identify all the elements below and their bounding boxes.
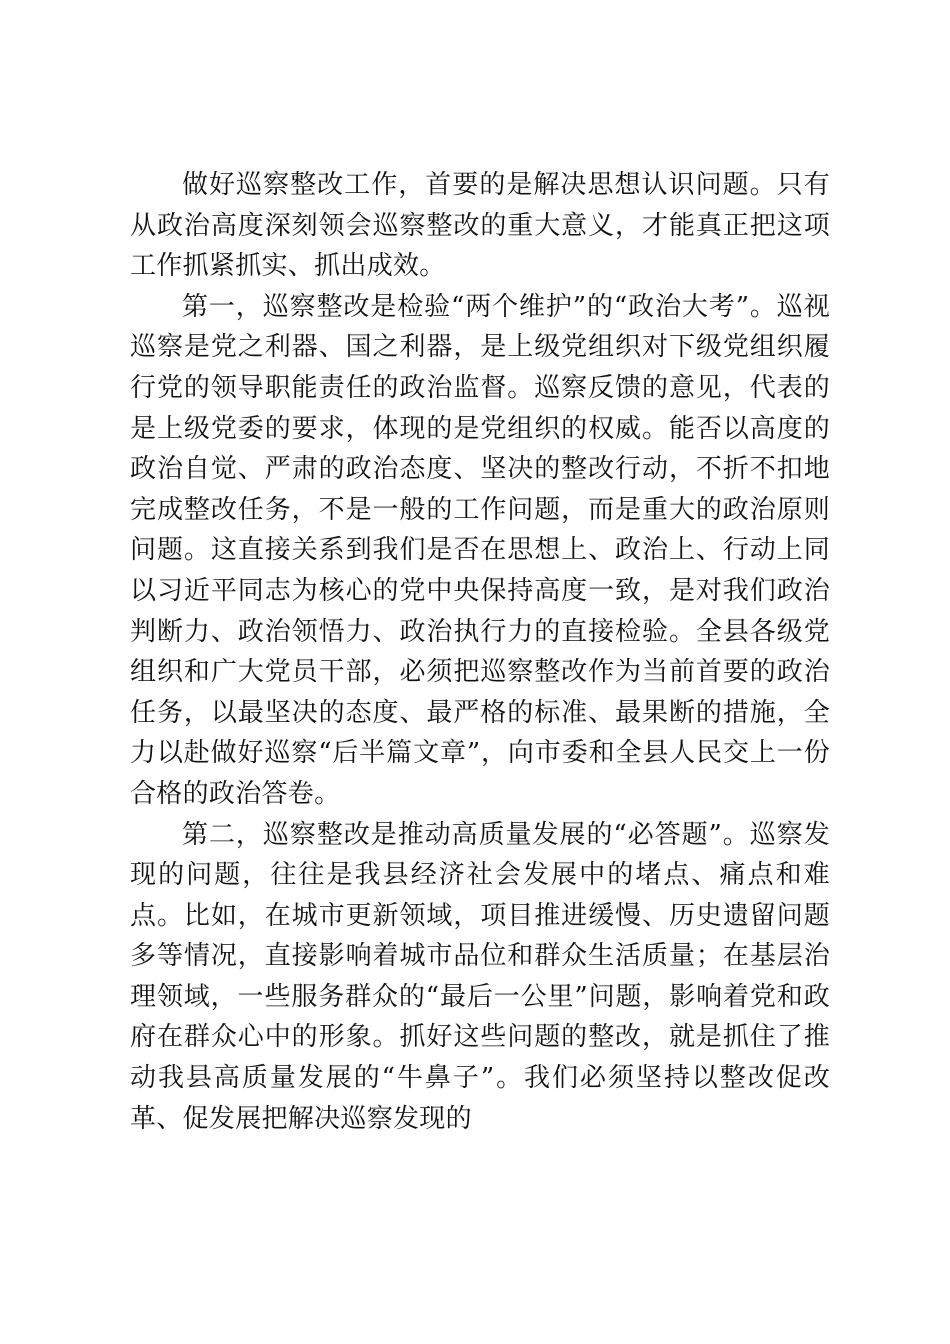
paragraph-second-point: 第二，巡察整改是推动高质量发展的“必答题”。巡察发现的问题，往往是我县经济社会发展中的堵点、痛点和难点。比如，在城市更新领域，项目推进缓慢、历史遗留问题多等情况，直接影响着城市品位和群众生活质量；在基层治理领域，一些服务群众的“最后一公里”问题，影响着党和政府在群众心中的形象。抓好这些问题的整改，就是抓住了推动我县高质量发展的“牛鼻子”。我们必须坚持以整改促改革、促发展把解决巡察发现的	[130, 819, 830, 1134]
paragraph-first-point: 第一，巡察整改是检验“两个维护”的“政治大考”。巡视巡察是党之利器、国之利器，是上级党组织对下级党组织履行党的领导职能责任的政治监督。巡察反馈的意见，代表的是上级党委的要求，体现的是党组织的权威。能否以高度的政治自觉、严肃的政治态度、坚决的整改行动，不折不扣地完成整改任务，不是一般的工作问题，而是重大的政治原则问题。这直接关系到我们是否在思想上、政治上、行动上同以习近平同志为核心的党中央保持高度一致，是对我们政治判断力、政治领悟力、政治执行力的直接检验。全县各级党组织和广大党员干部，必须把巡察整改作为当前首要的政治任务，以最坚决的态度、最严格的标准、最果断的措施，全力以赴做好巡察“后半篇文章”，向市委和全县人民交上一份合格的政治答卷。	[130, 291, 830, 809]
document-body	[130, 165, 830, 1139]
paragraph-intro: 做好巡察整改工作，首要的是解决思想认识问题。只有从政治高度深刻领会巡察整改的重大意义，才能真正把这项工作抓紧抓实、抓出成效。	[130, 170, 830, 282]
